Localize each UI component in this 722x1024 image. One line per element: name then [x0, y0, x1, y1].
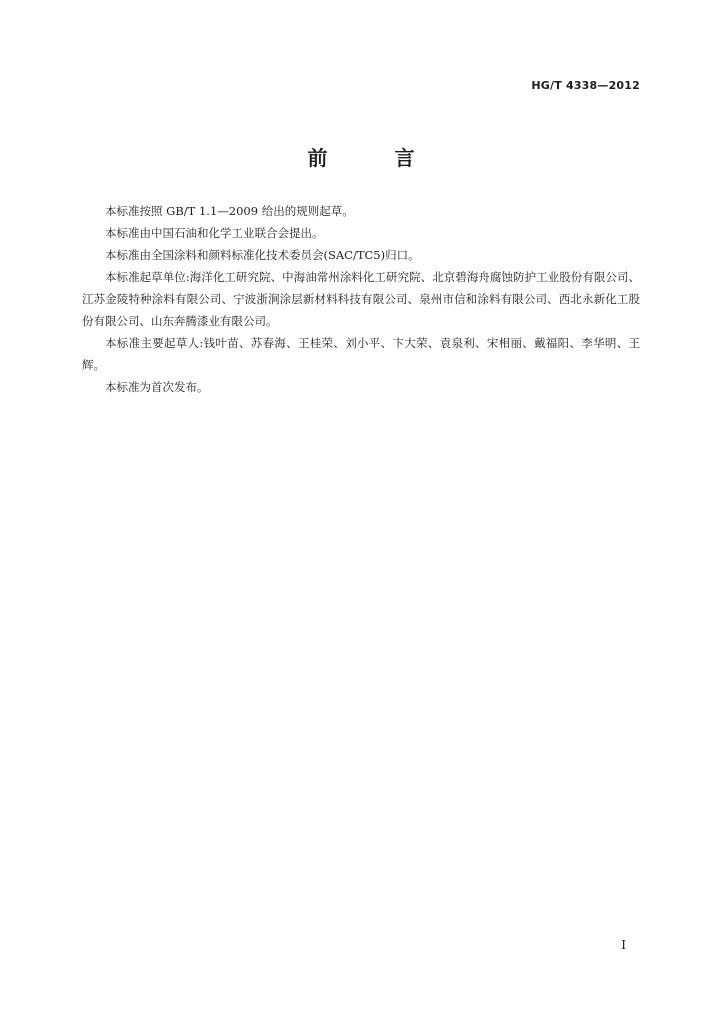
paragraph-drafting-units: 本标准起草单位:海洋化工研究院、中海油常州涂料化工研究院、北京碧海舟腐蚀防护工业股份有限公司、江苏金陵特种涂料有限公司、宁波浙涧涂层新材料科技有限公司、泉州市信和涂料有限公司、西北永新化工股份有限公司、山东奔腾漆业有限公司。: [82, 270, 640, 328]
paragraph-drafters: 本标准主要起草人:钱叶苗、苏春海、王桂荣、刘小平、卞大荣、袁泉利、宋相丽、戴福阳、李华明、王辉。: [82, 336, 640, 372]
paragraph-first-release: 本标准为首次发布。: [105, 380, 209, 394]
standard-number: HG/T 4338—2012: [531, 79, 640, 92]
page-title: 前 言: [307, 146, 445, 170]
paragraph-drafting-rules: 本标准按照 GB/T 1.1—2009 给出的规则起草。: [105, 204, 354, 218]
paragraph-proposer: 本标准由中国石油和化学工业联合会提出。: [105, 226, 324, 240]
foreword-body: [82, 200, 640, 398]
paragraph-committee: 本标准由全国涂料和颜料标准化技术委员会(SAC/TC5)归口。: [105, 248, 420, 262]
page-number: I: [621, 938, 626, 952]
